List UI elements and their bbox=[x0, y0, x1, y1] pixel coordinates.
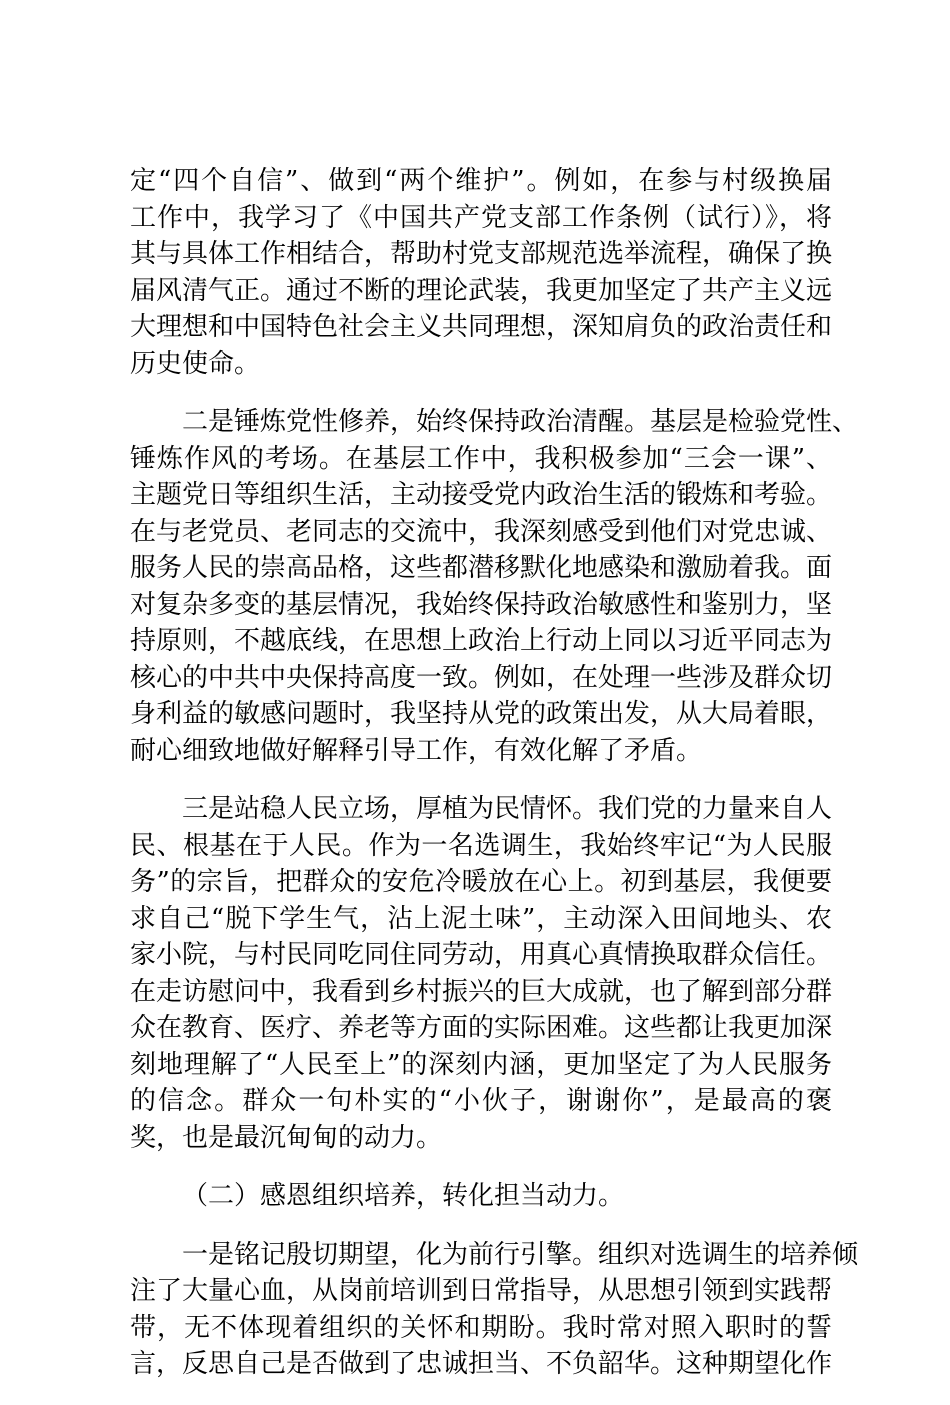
text-line: 二是锤炼党性修养，始终保持政治清醒。基层是检验党性、 bbox=[182, 407, 859, 437]
text-line: 身利益的敏感问题时，我坚持从党的政策出发，从大局着眼， bbox=[130, 699, 833, 729]
text-line: 工作中，我学习了《中国共产党支部工作条例（试行）》，将 bbox=[130, 202, 832, 233]
text-line: 奖，也是最沉甸甸的动力。 bbox=[130, 1122, 443, 1153]
text-line: 言，反思自己是否做到了忠诚担当、不负韶华。这种期望化作 bbox=[130, 1349, 833, 1379]
text-line: 求自己“脱下学生气，沾上泥土味”，主动深入田间地头、农 bbox=[130, 903, 832, 934]
text-line: 对复杂多变的基层情况，我始终保持政治敏感性和鉴别力，坚 bbox=[130, 589, 833, 620]
paragraph-1 bbox=[130, 163, 832, 382]
text-line: 在走访慰问中，我看到乡村振兴的巨大成就，也了解到部分群 bbox=[130, 976, 833, 1007]
text-line: 其与具体工作相结合，帮助村党支部规范选举流程，确保了换 bbox=[130, 239, 833, 269]
text-line: 定“四个自信”、做到“两个维护”。例如，在参与村级换届 bbox=[130, 166, 832, 196]
paragraph-4 bbox=[130, 1237, 859, 1383]
text-line: 主题党日等组织生活，主动接受党内政治生活的锻炼和考验。 bbox=[130, 480, 833, 510]
text-line: 持原则，不越底线，在思想上政治上行动上同以习近平同志为 bbox=[130, 626, 833, 656]
text-line: 届风清气正。通过不断的理论武装，我更加坚定了共产主义远 bbox=[130, 275, 833, 306]
text-line: 注了大量心血，从岗前培训到日常指导，从思想引领到实践帮 bbox=[130, 1276, 833, 1306]
text-line: 家小院，与村民同吃同住同劳动，用真心真情换取群众信任。 bbox=[130, 940, 833, 970]
text-line: 刻地理解了“人民至上”的深刻内涵，更加坚定了为人民服务 bbox=[130, 1049, 832, 1080]
text-line: 大理想和中国特色社会主义共同理想，深知肩负的政治责任和 bbox=[130, 312, 833, 342]
text-line: 一是铭记殷切期望，化为前行引擎。组织对选调生的培养倾 bbox=[182, 1239, 859, 1270]
paragraph-3 bbox=[130, 791, 832, 1156]
text-line: 民、根基在于人民。作为一名选调生，我始终牢记“为人民服 bbox=[130, 830, 832, 861]
document-body bbox=[130, 163, 859, 1405]
text-line: 服务人民的崇高品格，这些都潜移默化地感染和激励着我。面 bbox=[130, 553, 833, 583]
text-line: 锤炼作风的考场。在基层工作中，我积极参加“三会一课”、 bbox=[130, 443, 832, 474]
text-line: 众在教育、医疗、养老等方面的实际困难。这些都让我更加深 bbox=[130, 1013, 833, 1043]
section-heading: （二）感恩组织培养，转化担当动力。 bbox=[182, 1181, 625, 1211]
paragraph-2 bbox=[130, 404, 859, 769]
text-line: 的信念。群众一句朴实的“小伙子，谢谢你”，是最高的褒 bbox=[130, 1086, 832, 1116]
text-line: 三是站稳人民立场，厚植为民情怀。我们党的力量来自人 bbox=[182, 794, 833, 824]
text-line: 核心的中共中央保持高度一致。例如，在处理一些涉及群众切 bbox=[130, 662, 833, 693]
text-line: 耐心细致地做好解释引导工作，有效化解了矛盾。 bbox=[130, 735, 703, 766]
text-line: 带，无不体现着组织的关怀和期盼。我时常对照入职时的誓 bbox=[130, 1312, 832, 1343]
text-line: 在与老党员、老同志的交流中，我深刻感受到他们对党忠诚、 bbox=[130, 516, 833, 547]
text-line: 务”的宗旨，把群众的安危冷暖放在心上。初到基层，我便要 bbox=[130, 867, 832, 897]
text-line: 历史使命。 bbox=[130, 348, 261, 379]
